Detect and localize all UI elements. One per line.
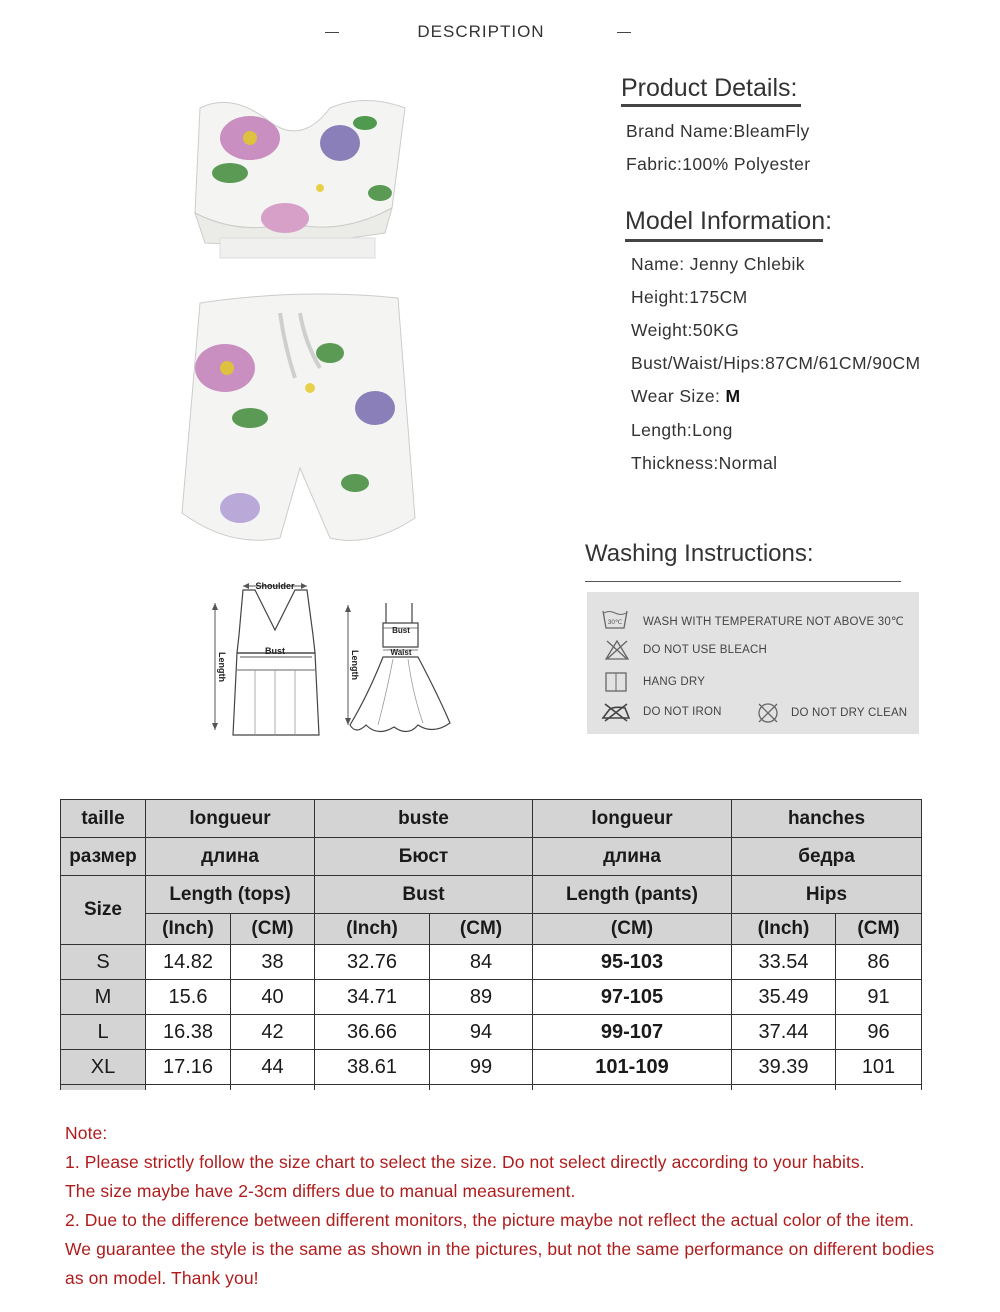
table-cell: 42 [231,1015,315,1050]
size-cell: M [61,980,146,1015]
header-cell: бедра [732,838,922,876]
brand-name: Brand Name:BleamFly [626,121,810,141]
header-row-fr [61,800,922,838]
table-cell: 36.66 [315,1015,430,1050]
table-cell: 86 [836,945,922,980]
table-cell: 38.61 [315,1050,430,1085]
note-line-3: 2. Due to the difference between different monitors, the picture maybe not reflect the actual color of the item. [65,1210,915,1230]
header-cell: taille [61,800,146,838]
header-cell: длина [533,838,732,876]
wear-size-label: Wear Size: [631,386,726,406]
table-cell: 99-107 [533,1015,732,1050]
unit-cell: (CM) [231,914,315,945]
model-name: Name: Jenny Chlebik [631,254,805,274]
table-cell: 96 [836,1015,922,1050]
washing-heading: Washing Instructions: [585,540,814,567]
unit-cell: (Inch) [732,914,836,945]
table-cell: 35.49 [732,980,836,1015]
table-cell: 38 [231,945,315,980]
table-row [61,1015,922,1050]
model-info-underline [625,239,823,242]
crop-top [195,101,405,259]
size-chart-table [60,799,922,1090]
page-title: DESCRIPTION [417,22,545,41]
note-line-4: We guarantee the style is the same as shown in the pictures, but not the same performance on different bodies [65,1239,935,1259]
dress-waist-label: Waist [390,648,412,657]
table-cell: 44 [231,1050,315,1085]
top-bust-label: Bust [265,646,285,656]
model-length: Length:Long [631,420,733,440]
header-right-dash [617,32,631,33]
size-cell: L [61,1015,146,1050]
header-cell: размер [61,838,146,876]
product-details-heading: Product Details: [621,74,798,102]
header-cell: buste [315,800,533,838]
header-cell: Бюст [315,838,533,876]
no-iron-icon [601,702,631,722]
table-cell: 40 [231,980,315,1015]
header-cell: Hips [732,876,922,914]
table-cell: 14.82 [146,945,231,980]
note-line-5: as on model. Thank you! [65,1268,259,1288]
table-cell: 16.38 [146,1015,231,1050]
table-cell: 89 [430,980,533,1015]
table-cell: 37.44 [732,1015,836,1050]
dress-measurement-diagram [338,575,458,745]
table-cell: 97-105 [533,980,732,1015]
model-thickness: Thickness:Normal [631,453,778,473]
no-bleach-text: DO NOT USE BLEACH [643,644,767,656]
table-cell: 39.39 [732,1050,836,1085]
hang-dry-icon [605,672,627,692]
table-tail-row [61,1085,922,1091]
no-bleach-icon [605,640,629,660]
table-cell: 33.54 [732,945,836,980]
shorts [182,294,415,541]
table-row [61,945,922,980]
table-cell: 84 [430,945,533,980]
washing-instructions-box [587,592,919,734]
header-row-ru [61,838,922,876]
header-cell: длина [146,838,315,876]
note-line-1: 1. Please strictly follow the size chart to select the size. Do not select directly according to your habits. [65,1152,865,1172]
header-cell: longueur [146,800,315,838]
model-wear-size [631,386,741,407]
top-measurement-diagram [195,575,325,745]
table-cell: 32.76 [315,945,430,980]
unit-cell: (CM) [836,914,922,945]
table-cell: 17.16 [146,1050,231,1085]
dress-bust-label: Bust [392,626,410,635]
washing-underline [585,581,901,582]
header-cell-size: Size [61,876,146,945]
product-details-underline [621,104,801,107]
wash-temperature-text: WASH WITH TEMPERATURE NOT ABOVE 30℃ [643,616,905,628]
header-cell: Length (pants) [533,876,732,914]
table-cell: 101 [836,1050,922,1085]
table-cell: 94 [430,1015,533,1050]
wash-tub-icon [602,608,628,630]
table-cell: 95-103 [533,945,732,980]
unit-cell: (Inch) [146,914,231,945]
hang-dry-text: HANG DRY [643,676,706,688]
dress-length-label: Length [350,650,360,680]
no-dry-clean-text: DO NOT DRY CLEAN [791,707,908,719]
note-line-2: The size maybe have 2-3cm differs due to manual measurement. [65,1181,576,1201]
no-dry-clean-icon [757,702,779,724]
table-cell: 99 [430,1050,533,1085]
unit-cell: (CM) [430,914,533,945]
table-row [61,980,922,1015]
model-height: Height:175CM [631,287,748,307]
unit-cell: (Inch) [315,914,430,945]
size-cell: XL [61,1050,146,1085]
table-cell: 91 [836,980,922,1015]
table-cell: 101-109 [533,1050,732,1085]
note-title: Note: [65,1123,108,1143]
header-row-en [61,876,922,914]
wear-size-value: M [725,386,741,406]
wash-temp-badge: 30℃ [607,619,623,626]
model-weight: Weight:50KG [631,320,740,340]
header-cell: Bust [315,876,533,914]
model-measurements: Bust/Waist/Hips:87CM/61CM/90CM [631,353,921,373]
shoulder-label: Shoulder [255,581,295,591]
table-cell: 15.6 [146,980,231,1015]
table-row [61,1050,922,1085]
top-length-label: Length [217,652,227,682]
header-cell: Length (tops) [146,876,315,914]
units-row [61,914,922,945]
table-cell: 34.71 [315,980,430,1015]
model-info-heading: Model Information: [625,207,833,235]
header-cell: longueur [533,800,732,838]
unit-cell: (CM) [533,914,732,945]
header-cell: hanches [732,800,922,838]
product-image [170,88,430,550]
size-cell: S [61,945,146,980]
no-iron-text: DO NOT IRON [643,706,722,718]
fabric: Fabric:100% Polyester [626,154,811,174]
